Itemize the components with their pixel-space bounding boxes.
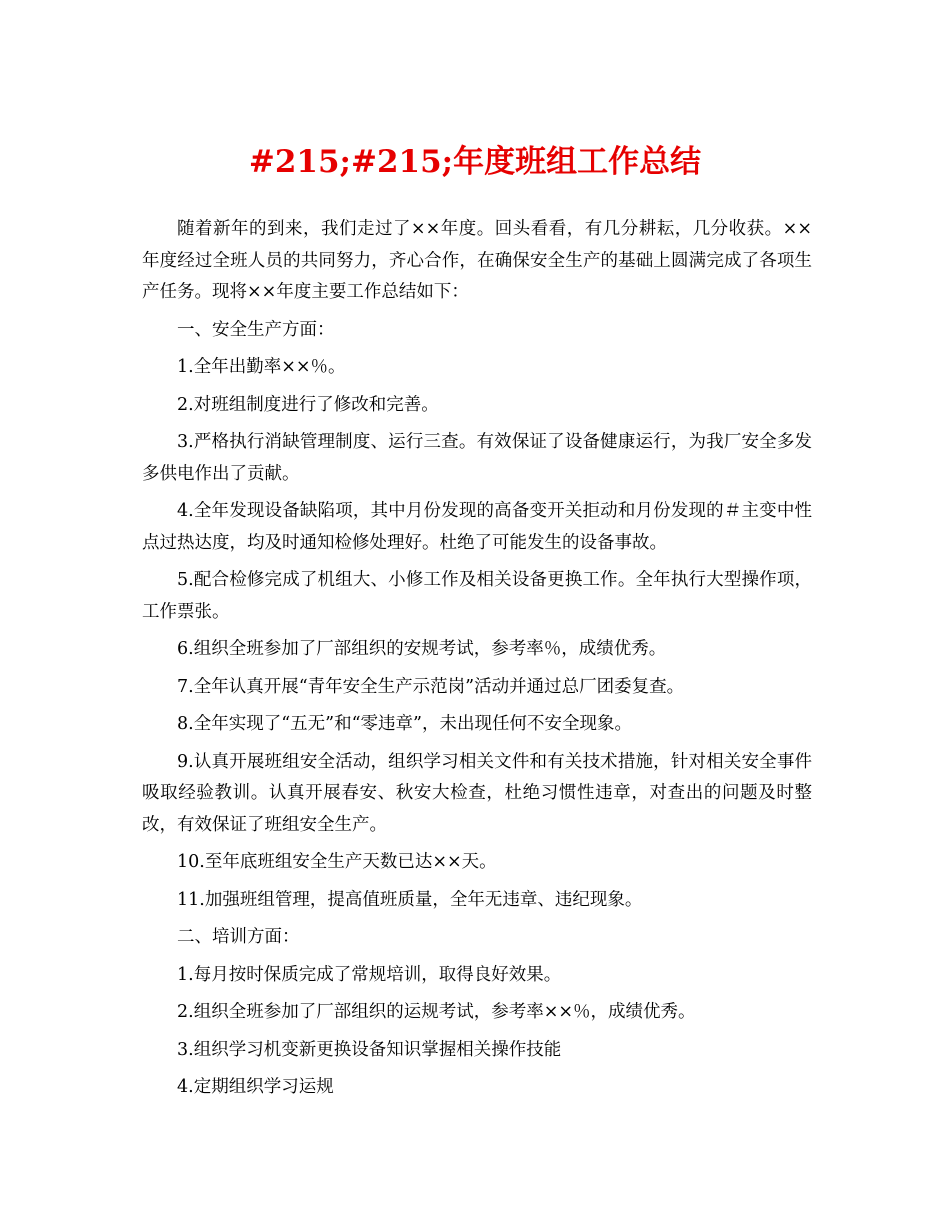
list-item: 10.至年底班组安全生产天数已达××天。 <box>177 852 497 872</box>
list-item: 1.每月按时保质完成了常规培训，取得良好效果。 <box>177 964 562 985</box>
list-item: 4.定期组织学习运规 <box>177 1077 334 1097</box>
list-item: 11.加强班组管理，提高值班质量，全年无违章、违纪现象。 <box>177 889 643 910</box>
list-item: 3.组织学习机变新更换设备知识掌握相关操作技能 <box>177 1039 562 1060</box>
section-heading-safety: 一、安全生产方面： <box>177 319 335 340</box>
list-item: 4.全年发现设备缺陷项，其中月份发现的高备变开关拒动和月份发现的＃主变中性点过热达度，均及时通知检修处理好。杜绝了可能发生的设备事故。 <box>142 501 812 553</box>
document-body <box>142 214 812 1110</box>
list-item: 6.组织全班参加了厂部组织的安规考试，参考率％，成绩优秀。 <box>177 639 667 659</box>
list-item: 8.全年实现了“五无”和“零违章”，未出现任何不安全现象。 <box>177 714 632 734</box>
list-item: 7.全年认真开展“青年安全生产示范岗”活动并通过总厂团委复查。 <box>177 676 685 697</box>
list-item: 9.认真开展班组安全活动，组织学习相关文件和有关技术措施，针对相关安全事件吸取经验教训。认真开展春安、秋安大检查，杜绝习惯性违章，对查出的问题及时整改，有效保证了班组安全生产。 <box>142 751 812 835</box>
list-item: 2.组织全班参加了厂部组织的运规考试，参考率××％，成绩优秀。 <box>177 1002 696 1022</box>
list-item: 1.全年出勤率××％。 <box>177 357 346 377</box>
list-item: 3.严格执行消缺管理制度、运行三查。有效保证了设备健康运行，为我厂安全多发多供电作出了贡献。 <box>142 432 812 484</box>
paragraph-intro: 随着新年的到来，我们走过了××年度。回头看看，有几分耕耘，几分收获。××年度经过全班人员的共同努力，齐心合作，在确保安全生产的基础上圆满完成了各项生产任务。现将××年度主要工作总结如下： <box>142 219 812 302</box>
list-item: 5.配合检修完成了机组大、小修工作及相关设备更换工作。全年执行大型操作项，工作票张。 <box>142 570 812 622</box>
document-title: #215;#215;年度班组工作总结 <box>248 144 702 180</box>
list-item: 2.对班组制度进行了修改和完善。 <box>177 394 439 415</box>
section-heading-training: 二、培训方面： <box>177 927 300 947</box>
